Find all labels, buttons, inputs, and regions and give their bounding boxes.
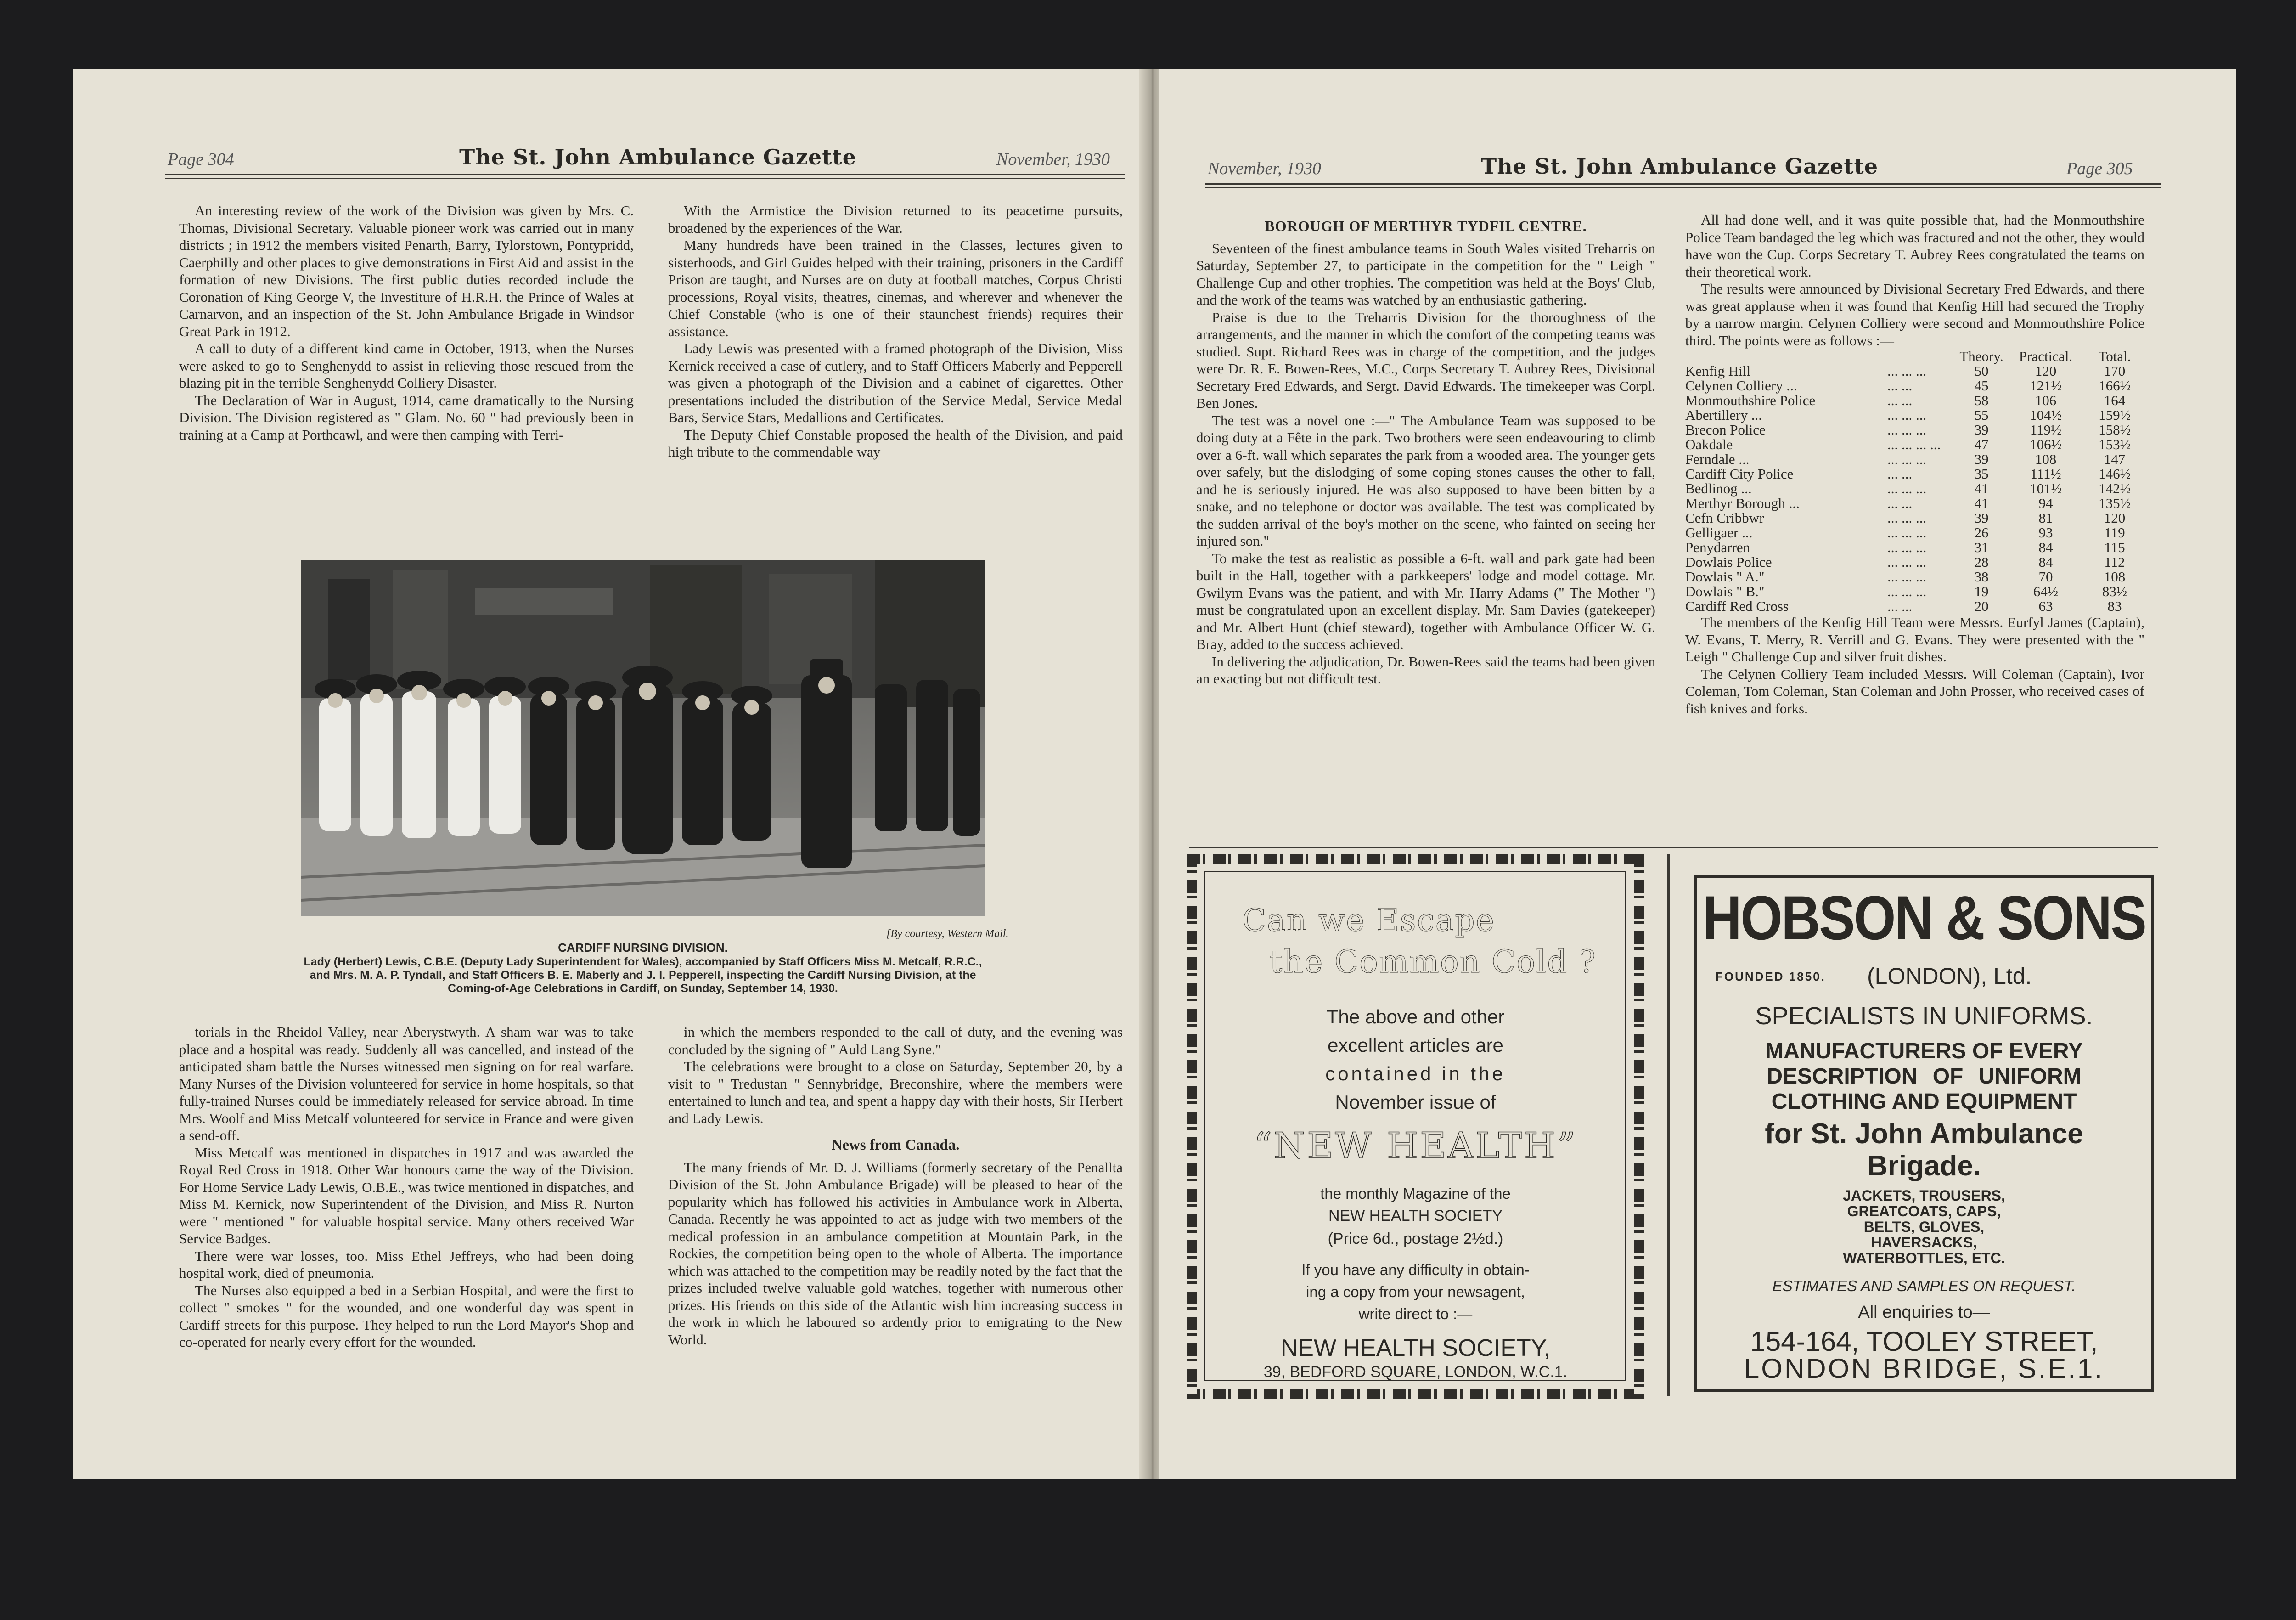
ad-difficulty-2: ing a copy from your newsagent, (1306, 1283, 1525, 1300)
left-header-rule-thin (165, 178, 1125, 179)
results-cell-practical: 84 (2038, 539, 2053, 555)
ad-body-4: November issue of (1335, 1091, 1496, 1113)
photo-credit: [By courtesy, Western Mail. (886, 928, 1009, 940)
results-cell-dots: ... ... (1887, 392, 1913, 408)
results-cell-total: 115 (2104, 539, 2125, 555)
results-cell-theory: 39 (1974, 451, 1989, 467)
hobson-founded: FOUNDED 1850. (1716, 970, 1826, 983)
results-cell-dots: ... ... ... (1887, 363, 1927, 379)
results-cell-theory: 20 (1974, 598, 1989, 614)
results-cell-theory: 26 (1974, 525, 1989, 541)
results-cell-dots: ... ... ... (1887, 583, 1927, 599)
results-row (1685, 408, 2144, 423)
results-cell-dots: ... ... ... (1887, 539, 1927, 555)
left-column-2-top (668, 202, 1123, 461)
ad-magazine-title: “NEW HEALTH” (1254, 1125, 1577, 1167)
photo-caption-title: CARDIFF NURSING DIVISION. (558, 941, 728, 954)
paragraph: A call to duty of a different kind came in October, 1913, when the Nurses were asked to go to Senghenydd to assist in relieving those rescued from the blazing pit in the terrible Senghenydd Colliery Disaster. (179, 340, 634, 391)
paragraph: The Nurses also equipped a bed in a Serbian Hospital, and were the first to collect " smokes " for the wounded, and one wonderful day was spent in Cardiff streets for this purpose. They helped to run the Lord Mayor's Shop and co-operated for nearly every effort for the wounded. (179, 1282, 634, 1350)
paragraph: The test was a novel one :—" The Ambulance Team was supposed to be doing duty at a Fête in the park. Two brothers were seen endeavouring to climb over a 6-ft. wall which separates the park from a wooded area. The younger gets over safely, but the dislodging of some coping stones causes the other to fall, and he is seriously injured. He was also supposed to have been bitten by a snake, and no telephone or doctor was available. The test was complicated by the sudden arrival of the boy's mother on the scene, who fainted on seeing her injured son." (1196, 412, 1655, 549)
hobson-items-1: JACKETS, TROUSERS, (1843, 1187, 2005, 1204)
hobson-street: 154-164, TOOLEY STREET, (1750, 1326, 2098, 1357)
paragraph: The members of the Kenfig Hill Team were Messrs. Eurfyl James (Captain), W. Evans, T. Merry, R. Verrill and G. Evans. They were presented with the " Leigh " Challenge Cup and silver fruit dishes. (1685, 614, 2144, 665)
results-row (1685, 481, 2144, 496)
cardiff-nursing-division-photo (301, 560, 985, 916)
results-cell-dots: ... ... (1887, 598, 1913, 614)
paragraph: The results were announced by Divisional Secretary Fred Edwards, and there was great applause when it was found that Kenfig Hill had secured the Trophy by a narrow margin. Celynen Colliery were second and Monmouthshire Police third. The points were as follows :— (1685, 281, 2144, 349)
paragraph: The Deputy Chief Constable proposed the health of the Division, and paid high tribute to the commendable way (668, 426, 1123, 460)
ad-price: (Price 6d., postage 2½d.) (1328, 1230, 1503, 1247)
results-cell-theory: 19 (1974, 583, 1989, 599)
photo-caption-text: Lady (Herbert) Lewis, C.B.E. (Deputy Lady Superintendent for Wales), accompanied by Staff Officers Miss M. Metcalf, R.R.C., and Mrs. M. A. P. Tyndall, and Staff Officers B. E. Maberly and J. I. Pepperell, inspecting the Cardiff Nursing Division, at the Coming-of-Age Celebrations in Cardiff, on Sunday, September 14, 1930. (304, 955, 982, 995)
results-cell-practical: 70 (2038, 569, 2053, 585)
paragraph: torials in the Rheidol Valley, near Aberystwyth. A sham war was to take place and a hospital was ready. Suddenly all was cancelled, and instead of the anticipated sham battle the Nurses witnessed men signing on for real warfare. Many Nurses of the Division volunteered for service in home hospitals, so that fully-trained Nurses could be immediately released for service abroad. In time Mrs. Woolf and Miss Metcalf volunteered for service in France and were given a send-off. (179, 1024, 634, 1143)
results-cell-total: 147 (2104, 451, 2126, 467)
hobson-for-2: Brigade. (1867, 1150, 1981, 1182)
results-cell-dots: ... ... ... (1887, 569, 1927, 585)
hobson-items-5: WATERBOTTLES, ETC. (1843, 1250, 2005, 1266)
results-cell-team: Cardiff City Police (1685, 466, 1794, 482)
ad-body-2: excellent articles are (1328, 1034, 1503, 1056)
results-cell-theory: 47 (1974, 436, 1989, 452)
results-cell-practical: 121½ (2030, 378, 2062, 394)
ad-headline-2: the Common Cold ? (1270, 944, 1597, 980)
hobson-advertisement (1694, 875, 2154, 1392)
results-row (1685, 555, 2144, 570)
paragraph: The Declaration of War in August, 1914, came dramatically to the Nursing Division. The Division registered as " Glam. No. 60 " had previously been in training at a Camp at Porthcawl, and were then camping with Terri- (179, 392, 634, 443)
ad-border-top (1187, 854, 1644, 864)
results-cell-practical: 63 (2038, 598, 2053, 614)
results-row (1685, 570, 2144, 584)
right-header-rule-thin (1205, 187, 2161, 188)
ad-headline-1: Can we Escape (1242, 903, 1495, 939)
results-cell-practical: 101½ (2030, 480, 2062, 497)
left-page-number: Page 304 (168, 150, 234, 169)
results-cell-practical: 84 (2038, 554, 2053, 570)
photo-illustration (301, 560, 985, 916)
results-cell-theory: 41 (1974, 480, 1989, 497)
hobson-items (1697, 1188, 2151, 1266)
results-cell-team: Monmouthshire Police (1685, 392, 1816, 408)
paragraph: Seventeen of the finest ambulance teams in South Wales visited Treharris on Saturday, September 27, to participate in the competition for the " Leigh " Challenge Cup and other trophies. The competition was held at the Boys' Club, and the work of the teams was watched by an enthusiastic gathering. (1196, 240, 1655, 308)
paragraph: The Celynen Colliery Team included Messrs. Will Coleman (Captain), Ivor Coleman, Tom Coleman, Stan Coleman and John Prosser, who received cases of fish knives and forks. (1685, 666, 2144, 717)
results-cell-practical: 108 (2035, 451, 2057, 467)
results-row (1685, 496, 2144, 511)
results-cell-total: 119 (2104, 525, 2125, 541)
results-cell-team: Dowlais Police (1685, 554, 1772, 570)
results-row (1685, 393, 2144, 408)
results-cell-theory: 55 (1974, 407, 1989, 423)
hobson-location: (LONDON), Ltd. (1867, 963, 2032, 989)
ad-body-3: contained in the (1325, 1063, 1506, 1084)
paragraph: in which the members responded to the call of duty, and the evening was concluded by the signing of " Auld Lang Syne." (668, 1024, 1123, 1057)
paragraph: An interesting review of the work of the Division was given by Mrs. C. Thomas, Divisional Secretary. Valuable pioneer work was carried out in many districts ; in 1912 the members visited Penarth, Barry, Tylorstown, Pontypridd, Caerphilly and other places to give demonstrations in First Aid and assist in the formation of new Divisions. The first public duties recorded include the Coronation of King George V, the Investiture of H.R.H. the Prince of Wales at Carnarvon, and an inspection of the St. John Ambulance Brigade in Windsor Great Park in 1912. (179, 203, 634, 339)
results-cell-dots: ... ... (1887, 495, 1913, 511)
ad-society-address: 39, BEDFORD SQUARE, LONDON, W.C.1. (1263, 1363, 1568, 1381)
results-cell-dots: ... ... (1887, 466, 1913, 482)
results-cell-theory: 28 (1974, 554, 1989, 570)
results-header-row (1685, 349, 2144, 364)
results-cell-team: Abertillery ... (1685, 407, 1762, 423)
results-row (1685, 364, 2144, 378)
results-cell-dots: ... ... ... (1887, 451, 1927, 467)
hobson-items-3: BELTS, GLOVES, (1863, 1219, 1985, 1235)
results-cell-dots: ... ... ... (1887, 422, 1927, 438)
results-cell-dots: ... ... ... (1887, 554, 1927, 570)
results-cell-practical: 94 (2038, 495, 2053, 511)
results-cell-total: 112 (2104, 554, 2125, 570)
right-column-2 (1685, 211, 2144, 717)
ad-border-bottom (1187, 1389, 1644, 1399)
news-from-canada-heading: News from Canada. (831, 1137, 960, 1153)
results-cell-dots: ... ... ... (1887, 510, 1927, 526)
borough-of-merthyr-heading: BOROUGH OF MERTHYR TYDFIL CENTRE. (1265, 218, 1587, 234)
results-row (1685, 525, 2144, 540)
results-cell-dots: ... ... ... (1887, 480, 1927, 497)
paragraph: The many friends of Mr. D. J. Williams (formerly secretary of the Penallta Division of the St. John Ambulance Brigade) will be pleased to hear of the popularity which has followed his activities in Ambulance work in Alberta, Canada. Recently he was appointed to act as judge with two members of the medical profession in an ambulance competition at Mountain Park, in the Rockies, the competition being open to the whole of Alberta. The importance which was attached to the competition may be readily noted by the fact that the prizes included twelve valuable gold watches, together with numerous other prizes. His friends on this side of the Atlantic wish him increasing success in the work in which he laboured so ardently prior to emigrating to the New World. (668, 1159, 1123, 1348)
results-row (1685, 584, 2144, 599)
results-cell-dots: ... ... ... (1887, 407, 1927, 423)
results-cell-team: Cardiff Red Cross (1685, 598, 1789, 614)
results-cell-team: Celynen Colliery ... (1685, 378, 1797, 394)
results-cell-theory: 50 (1974, 363, 1989, 379)
paragraph: Miss Metcalf was mentioned in dispatches in 1917 and was awarded the Royal Red Cross in 1918. Other War honours came the way of the Division. For Home Service Lady Lewis, O.B.E., was twice mentioned in dispatches, and Miss M. Kernick, now Superintendent of the Division, and Miss R. Nurton were " mentioned " for valuable hospital service. Many others received War Service Badges. (179, 1144, 634, 1247)
results-cell-total: 83 (2107, 598, 2122, 614)
results-cell-team: Dowlais " B." (1685, 583, 1765, 599)
results-cell-practical: 120 (2035, 363, 2057, 379)
paragraph: Praise is due to the Treharris Division for the thoroughness of the arrangements, and the manner in which the comfort of the competing teams was studied. Supt. Richard Rees was in charge of the competition, and the judges were Dr. R. E. Bowen-Rees, M.C., Corps Secretary T. Aubrey Rees, Divisional Secretary Fred Edwards, and Sergt. David Edwards. The timekeeper was Corpl. Ben Jones. (1196, 309, 1655, 411)
results-cell-total: 164 (2104, 392, 2126, 408)
results-cell-practical: 93 (2038, 525, 2053, 541)
hobson-city: LONDON BRIDGE, S.E.1. (1744, 1353, 2105, 1384)
header-practical: Practical. (2019, 348, 2073, 364)
hobson-items-2: GREATCOATS, CAPS, (1847, 1203, 2001, 1219)
right-column-1 (1196, 211, 1655, 688)
hobson-mfr-2: DESCRIPTION OF UNIFORM (1767, 1064, 2082, 1089)
ad-difficulty-3: write direct to :— (1358, 1305, 1473, 1322)
results-cell-practical: 119½ (2030, 422, 2062, 438)
results-cell-team: Kenfig Hill (1685, 363, 1751, 379)
paragraph: All had done well, and it was quite possible that, had the Monmouthshire Police Team bandaged the leg which was fractured and not the other, they would have won the Cup. Corps Secretary T. Aubrey Rees congratulated the teams on their theoretical work. (1685, 212, 2144, 280)
results-cell-team: Oakdale (1685, 436, 1733, 452)
results-cell-team: Ferndale ... (1685, 451, 1750, 467)
ad-society-name: NEW HEALTH SOCIETY, (1280, 1335, 1551, 1361)
hobson-items-4: HAVERSACKS, (1871, 1234, 1977, 1251)
ad-body-1: The above and other (1326, 1006, 1505, 1027)
results-row (1685, 511, 2144, 525)
results-cell-team: Cefn Cribbwr (1685, 510, 1764, 526)
paragraph: With the Armistice the Division returned to its peacetime pursuits, broadened by the experiences of the War. (668, 203, 1123, 236)
results-cell-dots: ... ... ... ... (1887, 436, 1941, 452)
results-row (1685, 423, 2144, 437)
results-cell-theory: 41 (1974, 495, 1989, 511)
right-header-rule (1205, 183, 2161, 185)
results-cell-total: 170 (2104, 363, 2126, 379)
left-gazette-title: The St. John Ambulance Gazette (459, 145, 857, 169)
results-cell-total: 166½ (2099, 378, 2131, 394)
results-row (1685, 599, 2144, 614)
paragraph: To make the test as realistic as possible a 6-ft. wall and park gate had been built in the Hall, together with a parkkeepers' lodge and model cottage. Mr. Gwilym Evans was the patient, and with Mr. Harry Adams (" The Mother ") must be congratulated upon an excellent display. Mr. Sam Davies (gatekeeper) and Mr. Albert Hunt (chief steward), together with Ambulance Officer W. G. Bray, added to the success achieved. (1196, 550, 1655, 652)
hobson-name: HOBSON & SONS (1702, 883, 2146, 953)
results-cell-team: Gelligaer ... (1685, 525, 1753, 541)
results-cell-practical: 111½ (2030, 466, 2061, 482)
results-cell-practical: 81 (2038, 510, 2053, 526)
right-gazette-title: The St. John Ambulance Gazette (1481, 154, 1879, 179)
results-cell-total: 135½ (2099, 495, 2131, 511)
results-cell-team: Penydarren (1685, 539, 1750, 555)
results-cell-practical: 106½ (2030, 436, 2062, 452)
results-cell-total: 83½ (2102, 583, 2127, 599)
left-column-1-top (179, 202, 634, 443)
results-row (1685, 467, 2144, 481)
results-row (1685, 437, 2144, 452)
left-header-rule (165, 174, 1125, 175)
paragraph: Many hundreds have been trained in the Classes, lectures given to sisterhoods, and Girl Guides helped with their training, prisoners in the Cardiff Prison are taught, and Nurses are on duty at football matches, Corpus Christi processions, Royal visits, theatres, cinemas, and wherever and whenever the Chief Constable (who is one of their staunchest friends) requires their assistance. (668, 237, 1123, 339)
ad-difficulty-1: If you have any difficulty in obtain- (1301, 1261, 1530, 1278)
hobson-estimates: ESTIMATES AND SAMPLES ON REQUEST. (1772, 1277, 2076, 1294)
results-cell-team: Merthyr Borough ... (1685, 495, 1800, 511)
results-cell-dots: ... ... (1887, 378, 1913, 394)
ad-tagline-2: NEW HEALTH SOCIETY (1328, 1207, 1503, 1225)
results-row (1685, 378, 2144, 393)
results-cell-team: Brecon Police (1685, 422, 1766, 438)
header-total: Total. (2098, 348, 2131, 364)
results-cell-total: 108 (2104, 569, 2126, 585)
results-cell-total: 158½ (2099, 422, 2131, 438)
left-column-2-bottom (668, 1023, 1123, 1348)
hobson-mfr-3: CLOTHING AND EQUIPMENT (1771, 1089, 2077, 1114)
new-health-advertisement (1187, 854, 1644, 1399)
results-cell-total: 159½ (2099, 407, 2131, 423)
results-cell-team: Bedlinog ... (1685, 480, 1752, 497)
results-row (1685, 540, 2144, 555)
results-cell-practical: 64½ (2033, 583, 2059, 599)
header-theory: Theory. (1959, 348, 2003, 364)
results-cell-theory: 58 (1974, 392, 1989, 408)
ad-tagline-1: the monthly Magazine of the (1320, 1185, 1511, 1202)
results-row (1685, 452, 2144, 467)
paragraph: The celebrations were brought to a close on Saturday, September 20, by a visit to " Tredustan " Sennybridge, Breconshire, where the members were entertained to lunch and tea, and spent a happy day with their hosts, Sir Herbert and Lady Lewis. (668, 1058, 1123, 1126)
competition-results-table (1685, 349, 2144, 614)
results-cell-theory: 45 (1974, 378, 1989, 394)
results-cell-dots: ... ... ... (1887, 525, 1927, 541)
results-cell-theory: 38 (1974, 569, 1989, 585)
results-cell-theory: 39 (1974, 422, 1989, 438)
results-cell-total: 153½ (2099, 436, 2131, 452)
paragraph: Lady Lewis was presented with a framed photograph of the Division, Miss Kernick received a case of cutlery, and to Staff Officers Maberly and Pepperell was given a photograph of the Division and a cabinet of cigarettes. Other presentations included the distribution of the Service Medal, Service Medal Bars, Service Stars, Medallions and Certificates. (668, 340, 1123, 425)
hobson-specialists: SPECIALISTS IN UNIFORMS. (1755, 1002, 2093, 1030)
results-cell-practical: 106 (2035, 392, 2057, 408)
hobson-mfr-1: MANUFACTURERS OF EVERY (1765, 1039, 2083, 1063)
results-cell-practical: 104½ (2030, 407, 2062, 423)
results-cell-team: Dowlais " A." (1685, 569, 1765, 585)
results-cell-theory: 35 (1974, 466, 1989, 482)
right-page-number: Page 305 (2066, 159, 2133, 178)
ads-vertical-divider (1667, 854, 1670, 1396)
hobson-enquiries: All enquiries to— (1858, 1303, 1990, 1322)
article-ads-divider (1189, 847, 2158, 848)
paragraph: In delivering the adjudication, Dr. Bowen-Rees said the teams had been given an exacting but not difficult test. (1196, 653, 1655, 687)
results-cell-total: 142½ (2099, 480, 2131, 497)
left-column-1-bottom (179, 1023, 634, 1351)
results-cell-theory: 39 (1974, 510, 1989, 526)
results-cell-theory: 31 (1974, 539, 1989, 555)
right-date: November, 1930 (1208, 159, 1321, 178)
hobson-for-1: for St. John Ambulance (1765, 1118, 2083, 1150)
results-cell-total: 146½ (2099, 466, 2131, 482)
paragraph: There were war losses, too. Miss Ethel Jeffreys, who had been doing hospital work, died of pneumonia. (179, 1247, 634, 1281)
left-date: November, 1930 (996, 150, 1110, 169)
results-cell-total: 120 (2104, 510, 2126, 526)
